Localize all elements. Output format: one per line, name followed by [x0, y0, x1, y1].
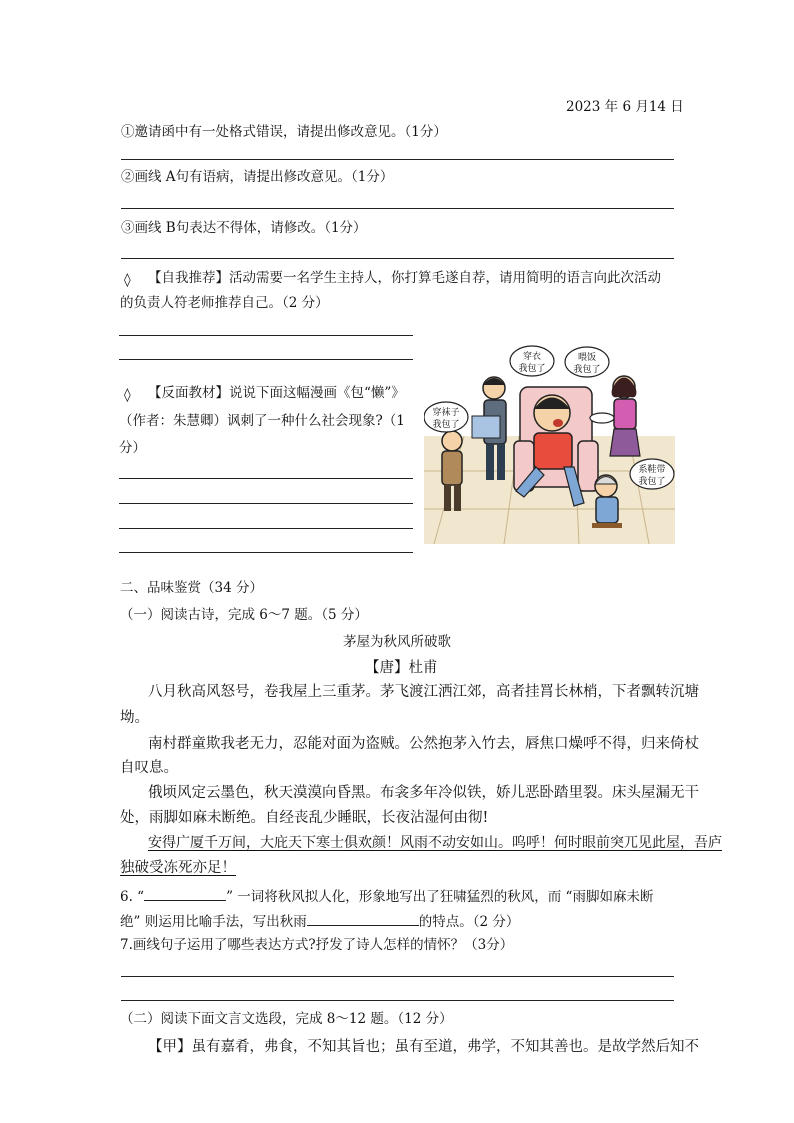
section-title: 二、品味鉴赏（34 分）: [120, 580, 263, 596]
answer-line[interactable]: [121, 976, 674, 977]
poem-p4-line2-underlined: 独破受冻死亦足！: [120, 860, 236, 876]
bullet-icon: ◊: [124, 387, 131, 403]
question-7: 7.画线句子运用了哪些表达方式?抒发了诗人怎样的情怀？（3分）: [120, 937, 514, 953]
poem-title: 茅屋为秋风所破歌: [343, 634, 451, 650]
bubble-2-line2: 我包了: [573, 365, 601, 375]
answer-line[interactable]: [119, 528, 413, 529]
q6-blank-2[interactable]: [307, 913, 419, 926]
part-two-intro: （二）阅读下面文言文选段，完成 8～12 题。（12 分）: [120, 1011, 453, 1027]
bubble-1-line2: 我包了: [518, 364, 546, 374]
question-line-b: ③画线 B句表达不得体，请修改。（1分）: [121, 220, 367, 236]
self-recommend-line1: 【自我推荐】活动需要一名学生主持人，你打算毛遂自荐，请用简明的语言向此次活动: [148, 270, 661, 286]
bubble-4-line1: 系鞋带: [638, 465, 666, 475]
poem-p2-line2: 自叹息。: [120, 760, 178, 776]
negative-example-line3: 分）: [119, 440, 146, 456]
question-format-error: ①邀请函中有一处格式错误，请提出修改意见。（1分）: [121, 124, 447, 140]
answer-line[interactable]: [119, 478, 413, 479]
question-line-a: ②画线 A句有语病，请提出修改意见。（1分）: [121, 169, 394, 185]
poem-p2-line1: 南村群童欺我老无力，忍能对面为盗贼。公然抱茅入竹去，唇焦口燥呼不得，归来倚杖: [148, 736, 699, 752]
part-one-intro: （一）阅读古诗，完成 6～7 题。（5 分）: [120, 607, 368, 623]
poem-p3-line1: 俄顷风定云墨色，秋天漠漠向昏黑。布衾多年冷似铁，娇儿恶卧踏里裂。床头屋漏无干: [148, 785, 699, 801]
letter-date: 2023 年 6 月14 日: [566, 99, 684, 115]
bubble-2-line1: 喂饭: [577, 353, 597, 363]
negative-example-line1: 【反面教材】说说下面这幅漫画《包“懒”》: [148, 385, 405, 401]
answer-line[interactable]: [121, 258, 674, 259]
q6-part4: 的特点。（2 分）: [418, 914, 520, 930]
answer-line[interactable]: [121, 208, 674, 209]
bubble-4-line2: 我包了: [638, 477, 666, 487]
bullet-icon: ◊: [124, 272, 131, 288]
q6-part1: 6. “: [120, 889, 145, 905]
question-6-line2: [120, 913, 519, 930]
q6-blank-1[interactable]: [144, 888, 226, 901]
answer-line[interactable]: [119, 503, 413, 504]
answer-line[interactable]: [121, 159, 674, 160]
cartoon-illustration: [424, 341, 675, 544]
bubble-3-line2: 我包了: [432, 420, 460, 430]
poem-p3-line2: 处，雨脚如麻未断绝。自经丧乱少睡眠，长夜沾湿何由彻!: [120, 810, 489, 826]
classical-text-line1: 【甲】虽有嘉肴，弗食，不知其旨也；虽有至道，弗学，不知其善也。是故学然后知不: [148, 1039, 699, 1055]
q6-part3: 绝” 则运用比喻手法，写出秋雨: [120, 914, 307, 930]
answer-line[interactable]: [119, 335, 413, 336]
bubble-1-line1: 穿衣: [522, 352, 542, 362]
negative-example-line2: （作者：朱慧卿）讽刺了一种什么社会现象?（1: [119, 413, 405, 429]
poem-p1-line1: 八月秋高风怒号，卷我屋上三重茅。茅飞渡江洒江郊，高者挂罥长林梢，下者飘转沉塘: [148, 684, 699, 700]
self-recommend-line2: 的负责人符老师推荐自己。（2 分）: [120, 295, 329, 311]
answer-line[interactable]: [119, 359, 413, 360]
poem-p1-line2: 坳。: [120, 710, 149, 726]
answer-line[interactable]: [121, 1000, 674, 1001]
poem-p4-line1-underlined: 安得广厦千万间，大庇天下寒士俱欢颜！风雨不动安如山。呜呼！何时眼前突兀见此屋，吾庐: [148, 835, 722, 851]
poem-author: 【唐】杜甫: [365, 660, 438, 676]
q6-part2: ” 一词将秋风拟人化，形象地写出了狂啸猛烈的秋风，而 “雨脚如麻未断: [226, 889, 654, 905]
question-6-line1: [120, 888, 653, 905]
bubble-3-line1: 穿袜子: [432, 408, 460, 418]
answer-line[interactable]: [119, 552, 413, 553]
